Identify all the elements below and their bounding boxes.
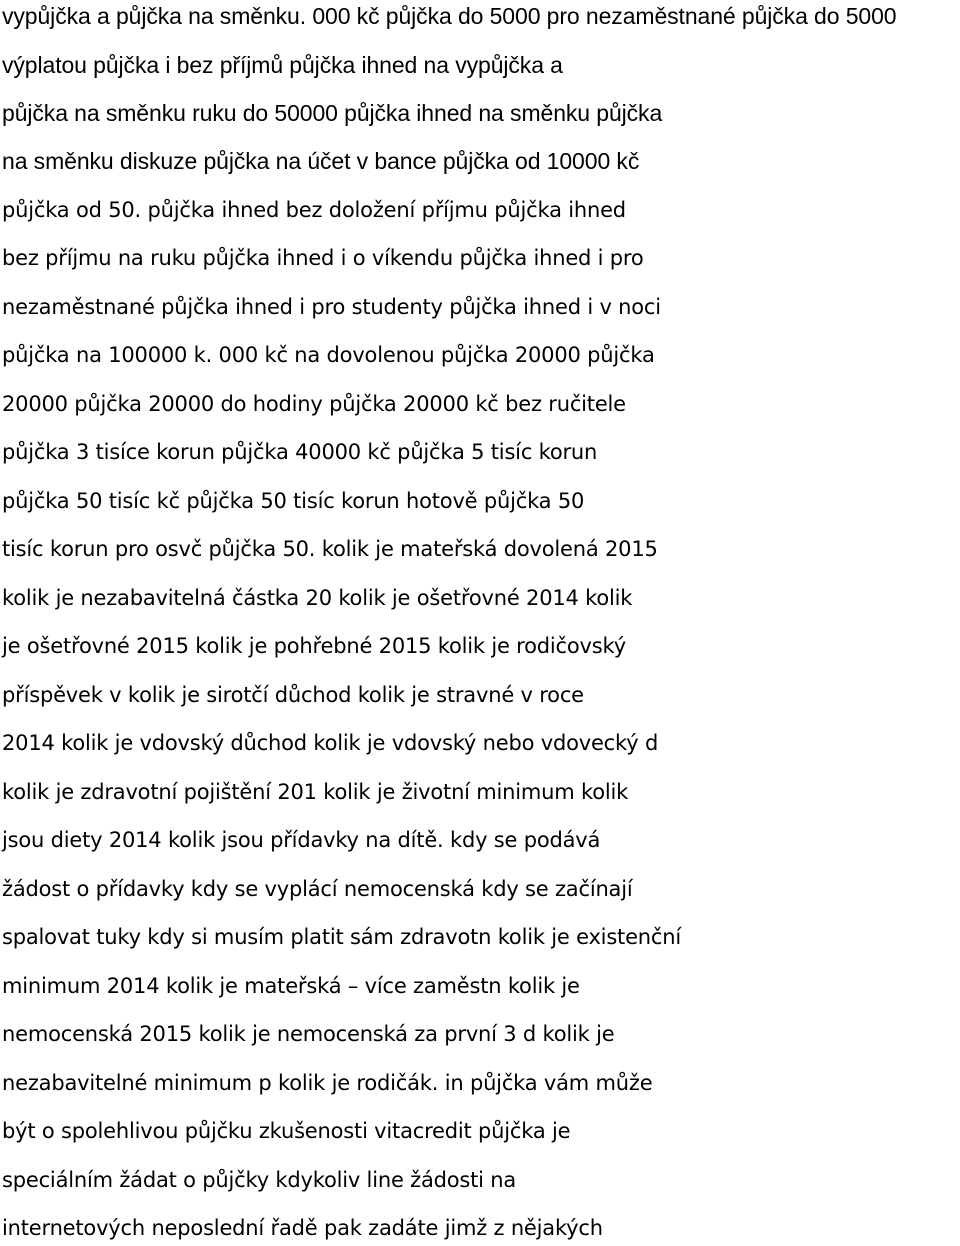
- text-line: půjčka na 100000 k. 000 kč na dovolenou půjčka 20000 půjčka: [2, 343, 655, 367]
- text-line: je ošetřovné 2015 kolik je pohřebné 2015 kolik je rodičovský: [2, 634, 626, 658]
- text-line: na směnku diskuze půjčka na účet v bance půjčka od 10000 kč: [2, 148, 640, 174]
- text-line: jsou diety 2014 kolik jsou přídavky na dítě. kdy se podává: [2, 828, 601, 852]
- text-line: internetových neposlední řadě pak zadáte jimž z nějakých: [2, 1216, 603, 1240]
- text-line: bez příjmu na ruku půjčka ihned i o víkendu půjčka ihned i pro: [2, 246, 644, 270]
- text-line: nemocenská 2015 kolik je nemocenská za první 3 d kolik je: [2, 1022, 615, 1046]
- text-line: žádost o přídavky kdy se vyplácí nemocenská kdy se začínají: [2, 877, 633, 901]
- text-line: být o spolehlivou půjčku zkušenosti vitacredit půjčka je: [2, 1119, 571, 1143]
- text-line: kolik je nezabavitelná částka 20 kolik je ošetřovné 2014 kolik: [2, 586, 633, 610]
- text-line: vypůjčka a půjčka na směnku. 000 kč půjčka do 5000 pro nezaměstnané půjčka do 5000: [2, 3, 897, 29]
- text-line: půjčka 3 tisíce korun půjčka 40000 kč půjčka 5 tisíc korun: [2, 440, 598, 464]
- text-line: 20000 půjčka 20000 do hodiny půjčka 20000 kč bez ručitele: [2, 392, 626, 416]
- text-line: tisíc korun pro osvč půjčka 50. kolik je mateřská dovolená 2015: [2, 537, 658, 561]
- text-line: kolik je zdravotní pojištění 201 kolik je životní minimum kolik: [2, 780, 629, 804]
- text-line: příspěvek v kolik je sirotčí důchod kolik je stravné v roce: [2, 683, 584, 707]
- text-line: půjčka 50 tisíc kč půjčka 50 tisíc korun hotově půjčka 50: [2, 489, 585, 513]
- text-line: speciálním žádat o půjčky kdykoliv line žádosti na: [2, 1168, 517, 1192]
- text-line: spalovat tuky kdy si musím platit sám zdravotn kolik je existenční: [2, 925, 682, 949]
- text-line: nezabavitelné minimum p kolik je rodičák. in půjčka vám může: [2, 1071, 653, 1095]
- text-line: výplatou půjčka i bez příjmů půjčka ihned na vypůjčka a: [2, 52, 563, 78]
- text-line: půjčka od 50. půjčka ihned bez doložení příjmu půjčka ihned: [2, 198, 626, 222]
- text-line: 2014 kolik je vdovský důchod kolik je vdovský nebo vdovecký d: [2, 731, 659, 755]
- text-line: minimum 2014 kolik je mateřská – více zaměstn kolik je: [2, 974, 580, 998]
- text-line: nezaměstnané půjčka ihned i pro studenty půjčka ihned i v noci: [2, 295, 661, 319]
- text-line: půjčka na směnku ruku do 50000 půjčka ihned na směnku půjčka: [2, 100, 663, 126]
